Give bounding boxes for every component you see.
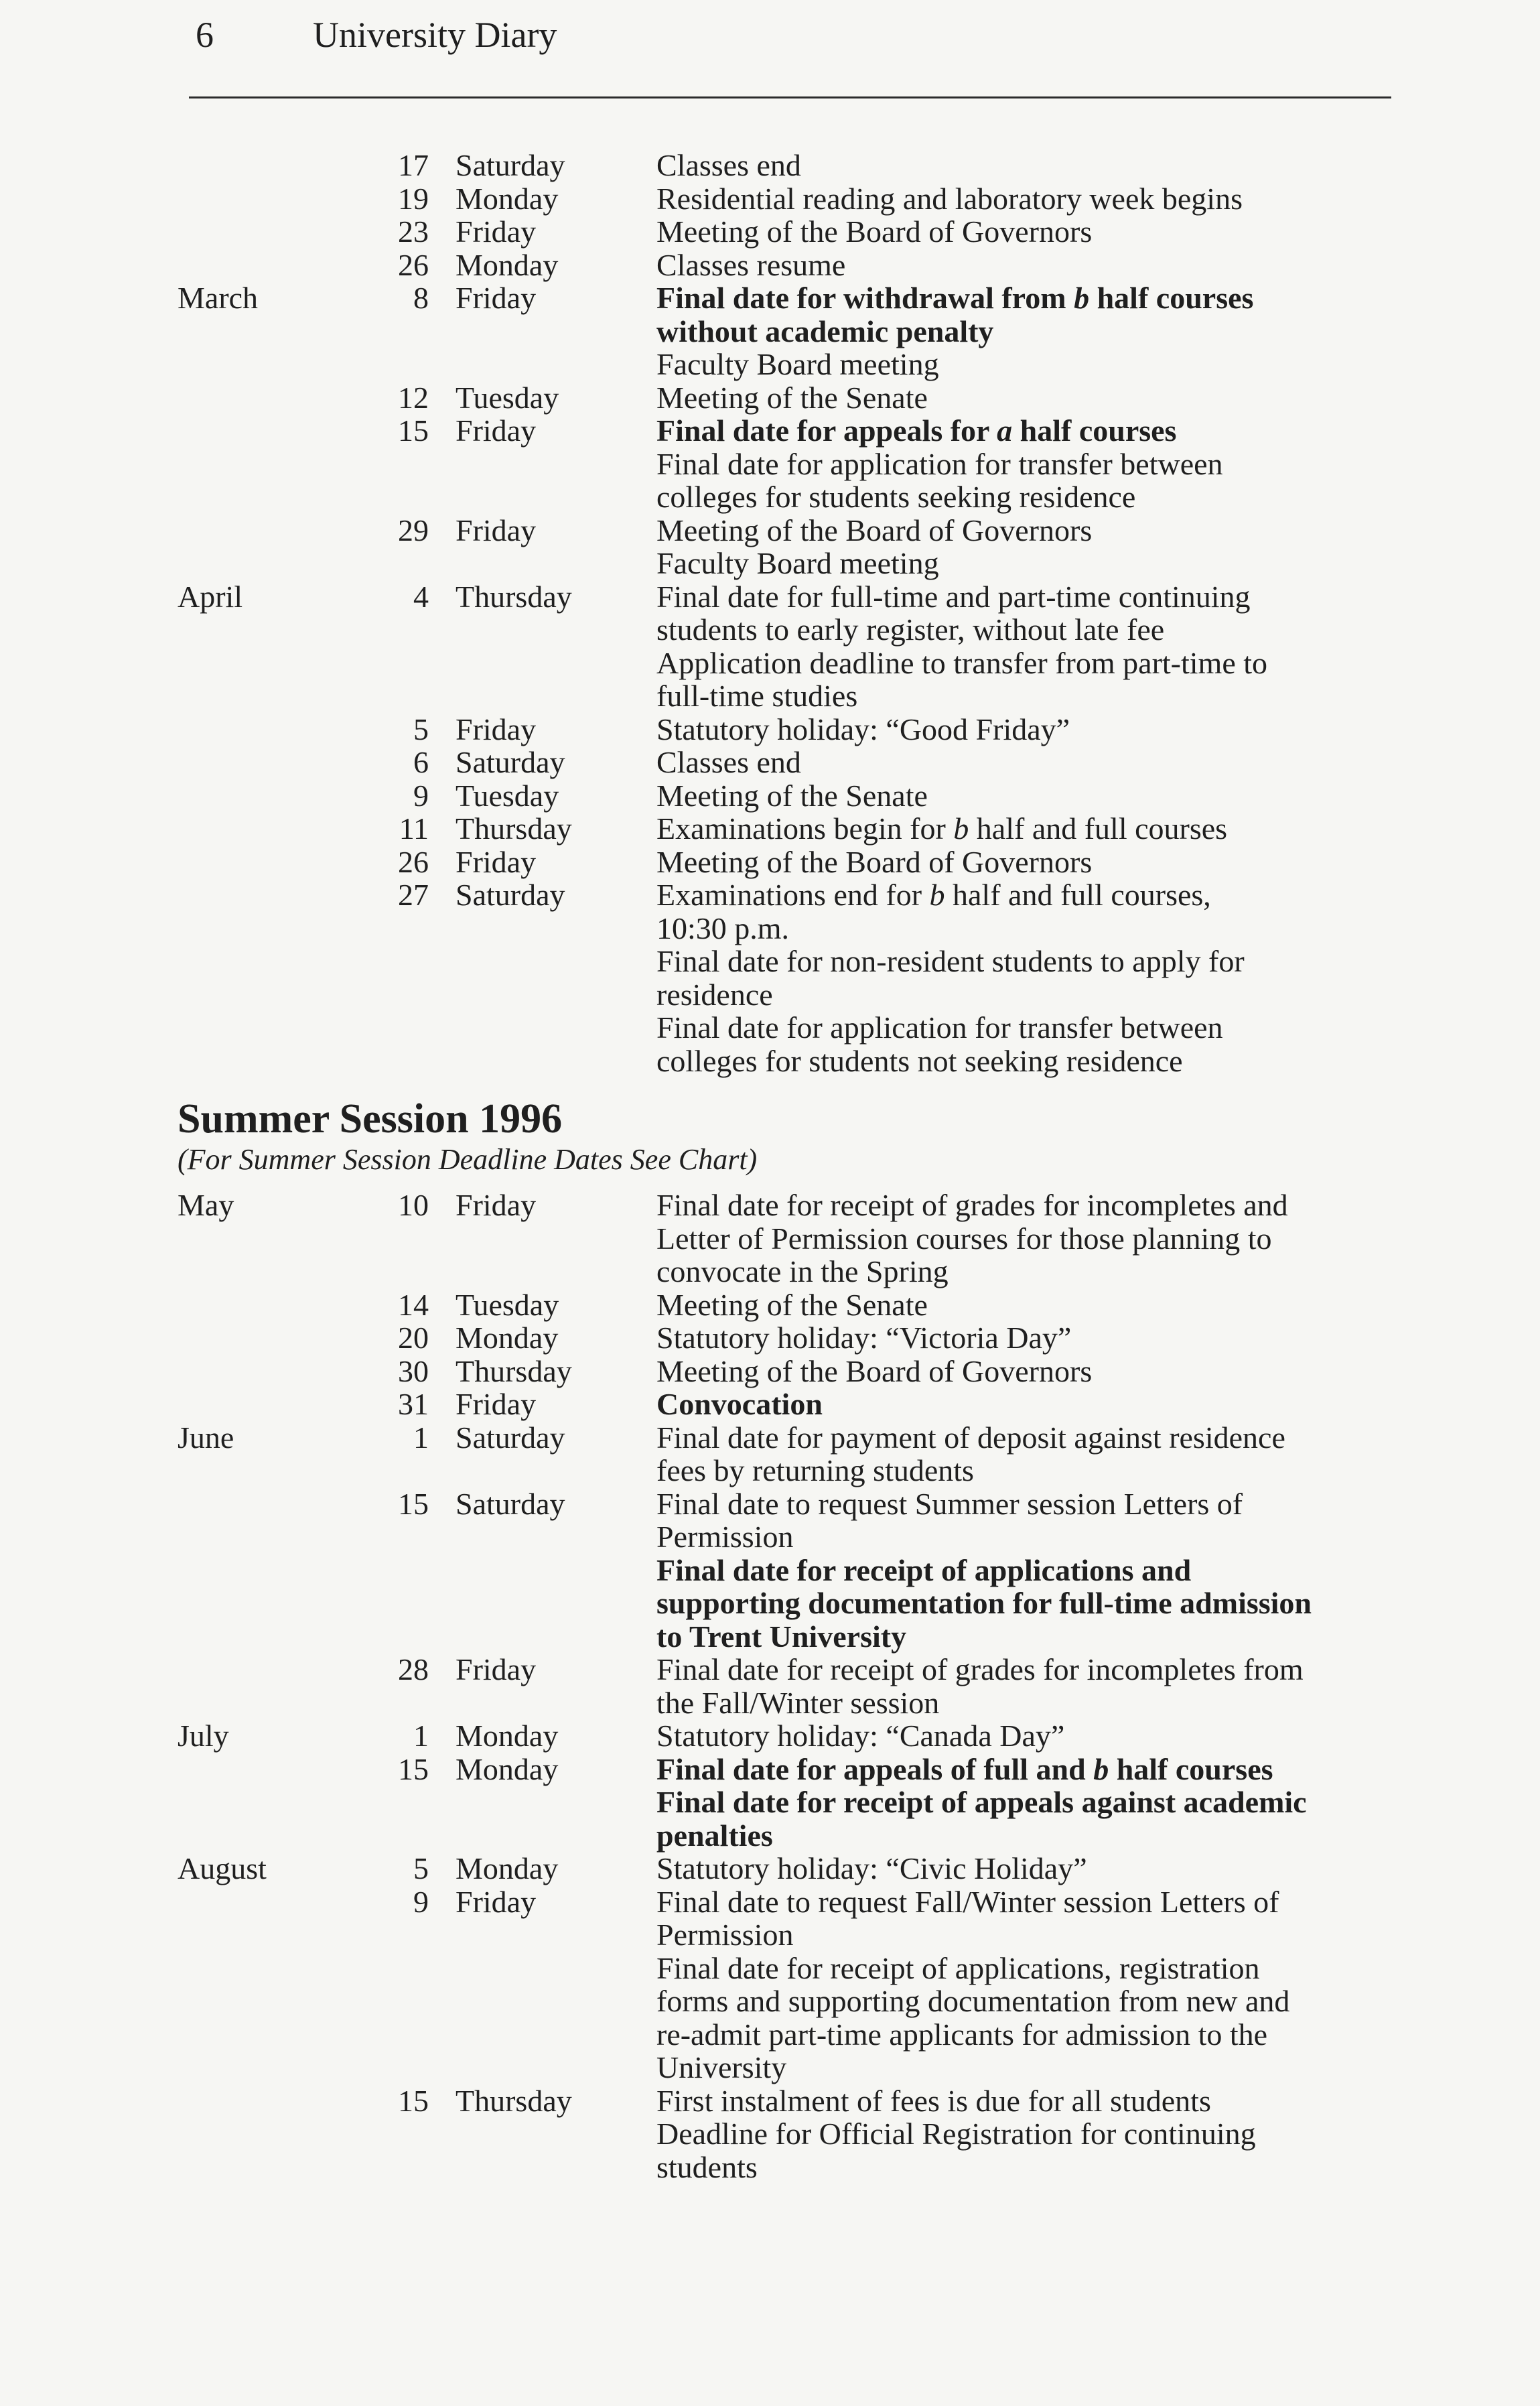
description-line [656,1487,1417,1521]
diary-entry [178,878,1417,1077]
entry-day: 10 [398,1188,429,1222]
text-segment: convocate in the Spring [656,1254,949,1288]
entry-month [178,1653,332,1719]
description-line [656,679,1417,713]
entry-month [178,1355,332,1388]
description-line [656,1255,1417,1288]
text-segment: Meeting of the Senate [656,1287,928,1322]
entry-description [656,1719,1417,1753]
description-line [656,613,1417,647]
entry-description [656,381,1417,415]
entry-description [656,1487,1417,1654]
text-segment: Final date to request Fall/Winter session Letters of [656,1884,1279,1919]
entry-month [178,1753,332,1853]
entry-weekday: Friday [456,513,537,547]
diary-entry [178,1421,1417,1487]
text-segment: Classes end [656,745,801,779]
entry-month [178,1321,332,1355]
text-segment: half and full courses [969,811,1228,846]
entry-weekday: Thursday [456,2083,572,2118]
entry-month [178,414,332,514]
description-line [656,1454,1417,1487]
text-segment: Meeting of the Senate [656,778,928,813]
description-line [656,1321,1417,1355]
text-segment: colleges for students not seeking residence [656,1043,1183,1078]
description-line [656,1952,1417,1985]
entry-month: April [178,579,243,614]
entry-day: 15 [398,2083,429,2118]
entry-day: 15 [398,1486,429,1521]
text-segment: Meeting of the Board of Governors [656,844,1093,879]
description-line [656,2151,1417,2184]
entry-description [656,1753,1417,1853]
entry-month: June [178,1420,234,1455]
description-line [656,1653,1417,1686]
entry-description [656,1388,1417,1421]
section-subtitle: (For Summer Session Deadline Dates See Chart) [178,1143,758,1176]
entry-description [656,1653,1417,1719]
description-line [656,149,1417,182]
entry-day: 14 [398,1287,429,1322]
description-line [656,1918,1417,1952]
text-segment: 10:30 p.m. [656,911,790,945]
entry-weekday: Saturday [456,1486,565,1521]
entry-weekday: Thursday [456,1353,572,1388]
entry-day: 27 [398,878,429,912]
text-segment: Permission [656,1520,794,1554]
entry-month [178,812,332,846]
text-segment: Statutory holiday: “Canada Day” [656,1719,1065,1753]
description-line [656,1520,1417,1554]
description-line [656,2051,1417,2084]
entry-weekday: Friday [456,1884,537,1919]
text-segment: Meeting of the Board of Governors [656,513,1093,547]
description-line [656,2018,1417,2052]
diary-entry [178,580,1417,713]
text-segment: Meeting of the Board of Governors [656,214,1093,249]
diary-entry [178,1753,1417,1853]
entry-month [178,149,332,182]
entry-weekday: Monday [456,1751,559,1786]
diary-entry [178,514,1417,580]
text-segment: a [997,413,1013,448]
text-segment: half courses [1012,413,1177,448]
entry-month [178,1487,332,1654]
text-segment: supporting documentation for full-time admission [656,1586,1312,1620]
entry-month [178,215,332,249]
description-line [656,281,1417,315]
entry-description [656,182,1417,216]
entry-description [656,2084,1417,2184]
page-header [189,8,1395,88]
entry-weekday: Thursday [456,579,572,614]
text-segment: students to early register, without late fee [656,612,1165,647]
entry-month [178,779,332,813]
text-segment: Faculty Board meeting [656,546,939,580]
text-segment: Meeting of the Senate [656,380,928,415]
description-line [656,182,1417,216]
description-line [656,215,1417,249]
summer-schedule [178,1189,1417,2184]
entry-weekday: Tuesday [456,1287,559,1322]
entry-day: 5 [413,712,429,746]
entry-weekday: Monday [456,1321,559,1355]
entry-day: 26 [398,844,429,879]
entry-weekday: Friday [456,214,537,249]
description-line [656,1355,1417,1388]
entry-weekday: Tuesday [456,380,559,415]
entry-description [656,1421,1417,1487]
entry-weekday: Friday [456,1652,537,1686]
entry-weekday: Friday [456,1387,537,1421]
description-line [656,1421,1417,1455]
entry-day: 28 [398,1652,429,1686]
text-segment: Final date for receipt of grades for incompletes and [656,1188,1288,1222]
entry-weekday: Friday [456,413,537,448]
diary-entry [178,846,1417,879]
entry-day: 29 [398,513,429,547]
description-line [656,381,1417,415]
text-segment: Meeting of the Board of Governors [656,1353,1093,1388]
description-line [656,547,1417,580]
entry-description [656,215,1417,249]
diary-entry [178,414,1417,514]
entry-weekday: Friday [456,281,537,315]
entry-description [656,1885,1417,2084]
description-line [656,1719,1417,1753]
entry-day: 1 [413,1719,429,1753]
text-segment: the Fall/Winter session [656,1685,940,1720]
text-segment: Letter of Permission courses for those planning to [656,1221,1272,1256]
description-line [656,2117,1417,2151]
description-line [656,1288,1417,1322]
description-line [656,1786,1417,1819]
entry-weekday: Saturday [456,1420,565,1455]
text-segment: Statutory holiday: “Victoria Day” [656,1321,1072,1355]
entry-month [178,381,332,415]
description-line [656,1852,1417,1885]
description-line [656,1222,1417,1256]
entry-month: July [178,1719,229,1753]
diary-entry [178,381,1417,415]
entry-month: March [178,281,259,315]
entry-day: 12 [398,380,429,415]
entry-day: 20 [398,1321,429,1355]
text-segment: Final date for appeals of full and [656,1751,1094,1786]
text-segment: Permission [656,1918,794,1952]
diary-entry [178,2084,1417,2184]
diary-entry [178,149,1417,182]
diary-entry [178,812,1417,846]
description-line [656,945,1417,978]
text-segment: without academic penalty [656,314,994,348]
entry-weekday: Monday [456,181,559,216]
description-line [656,746,1417,779]
entry-day: 9 [413,778,429,813]
text-segment: Final date for non-resident students to apply for [656,944,1245,978]
diary-entry [178,1487,1417,1654]
entry-month [178,746,332,779]
entry-description [656,1189,1417,1288]
description-line [656,1587,1417,1620]
entry-month [178,249,332,282]
text-segment: Deadline for Official Registration for continuing [656,2117,1256,2151]
diary-entry [178,1852,1417,1885]
entry-month [178,1885,332,2084]
winter-schedule [178,149,1417,1077]
entry-weekday: Monday [456,247,559,282]
diary-entry [178,281,1417,381]
description-line [656,978,1417,1012]
diary-entry [178,249,1417,282]
description-line [656,514,1417,547]
entry-day: 26 [398,247,429,282]
description-line [656,812,1417,846]
description-line [656,1985,1417,2018]
text-segment: Residential reading and laboratory week begins [656,181,1243,216]
entry-day: 6 [413,745,429,779]
entry-weekday: Saturday [456,148,565,182]
text-segment: Classes resume [656,247,846,282]
entry-day: 9 [413,1884,429,1919]
description-line [656,846,1417,879]
entry-weekday: Tuesday [456,778,559,813]
entry-day: 1 [413,1420,429,1455]
entry-month [178,878,332,1077]
description-line [656,315,1417,348]
text-segment: Application deadline to transfer from part-time to [656,645,1268,680]
diary-content [178,149,1417,2184]
entry-day: 15 [398,413,429,448]
entry-description [656,878,1417,1077]
entry-weekday: Friday [456,844,537,879]
description-line [656,1686,1417,1720]
text-segment: Final date for application for transfer between [656,1010,1223,1045]
description-line [656,414,1417,448]
text-segment: Classes end [656,148,801,182]
text-segment: Final date for withdrawal from [656,281,1074,315]
description-line [656,1189,1417,1222]
text-segment: Statutory holiday: “Good Friday” [656,712,1070,746]
diary-entry [178,713,1417,746]
entry-month [178,1288,332,1322]
description-line [656,713,1417,746]
text-segment: Faculty Board meeting [656,347,939,381]
entry-description [656,414,1417,514]
text-segment: First instalment of fees is due for all students [656,2083,1211,2118]
text-segment: b [953,811,969,846]
entry-weekday: Friday [456,712,537,746]
text-segment: half and full courses, [944,878,1211,912]
entry-description [656,1355,1417,1388]
text-segment: Final date for application for transfer between [656,446,1223,481]
text-segment: half courses [1089,281,1254,315]
running-title: University Diary [313,15,557,55]
entry-weekday: Thursday [456,811,572,846]
entry-day: 15 [398,1751,429,1786]
diary-entry [178,1653,1417,1719]
page-number: 6 [196,15,214,55]
text-segment: Final date for receipt of applications and [656,1552,1192,1587]
text-segment: to Trent University [656,1619,907,1654]
description-line [656,1885,1417,1919]
diary-entry [178,746,1417,779]
entry-day: 8 [413,281,429,315]
text-segment: students [656,2149,758,2184]
entry-day: 17 [398,148,429,182]
text-segment: Final date for payment of deposit against residence [656,1420,1285,1455]
diary-entry [178,1321,1417,1355]
text-segment: forms and supporting documentation from new and [656,1984,1290,2018]
description-line [656,1388,1417,1421]
entry-description [656,249,1417,282]
entry-month [178,182,332,216]
header-rule [189,96,1391,98]
entry-month [178,713,332,746]
entry-day: 30 [398,1353,429,1388]
entry-weekday: Saturday [456,878,565,912]
entry-day: 23 [398,214,429,249]
diary-entry [178,1189,1417,1288]
description-line [656,2084,1417,2118]
description-line [656,1819,1417,1853]
text-segment: b [1074,281,1090,315]
text-segment: b [929,878,945,912]
description-line [656,480,1417,514]
diary-entry [178,1885,1417,2084]
entry-day: 19 [398,181,429,216]
description-line [656,878,1417,912]
description-line [656,1045,1417,1078]
description-line [656,1753,1417,1786]
entry-description [656,812,1417,846]
entry-weekday: Monday [456,1719,559,1753]
diary-entry [178,779,1417,813]
entry-description [656,149,1417,182]
description-line [656,448,1417,481]
entry-description [656,846,1417,879]
section-heading: Summer Session 1996 [178,1096,563,1142]
entry-month [178,2084,332,2184]
entry-description [656,779,1417,813]
description-line [656,580,1417,614]
text-segment: Statutory holiday: “Civic Holiday” [656,1851,1087,1885]
diary-entry [178,182,1417,216]
description-line [656,1620,1417,1654]
entry-day: 4 [413,579,429,614]
entry-weekday: Saturday [456,745,565,779]
text-segment: Examinations begin for [656,811,954,846]
description-line [656,647,1417,680]
text-segment: Final date to request Summer session Letters of [656,1486,1243,1521]
text-segment: half courses [1109,1751,1273,1786]
entry-weekday: Monday [456,1851,559,1885]
text-segment: Final date for receipt of appeals against academic [656,1785,1307,1819]
diary-entry [178,215,1417,249]
entry-day: 11 [399,811,429,846]
entry-description [656,1852,1417,1885]
entry-month [178,846,332,879]
description-line [656,1554,1417,1587]
entry-month: August [178,1851,267,1885]
text-segment: residence [656,977,773,1012]
entry-description [656,514,1417,580]
entry-description [656,746,1417,779]
text-segment: full-time studies [656,679,858,713]
entry-day: 31 [398,1387,429,1421]
entry-description [656,580,1417,713]
text-segment: Examinations end for [656,878,930,912]
text-segment: fees by returning students [656,1453,974,1487]
diary-entry [178,1355,1417,1388]
entry-month: May [178,1188,234,1222]
entry-description [656,1288,1417,1322]
entry-month [178,514,332,580]
entry-day: 5 [413,1851,429,1885]
text-segment: b [1093,1751,1109,1786]
entry-description [656,281,1417,381]
description-line [656,249,1417,282]
text-segment: University [656,2050,787,2084]
text-segment: colleges for students seeking residence [656,480,1136,514]
entry-weekday: Friday [456,1188,537,1222]
diary-entry [178,1388,1417,1421]
entry-month [178,1388,332,1421]
diary-entry [178,1288,1417,1322]
description-line [656,912,1417,945]
entry-description [656,713,1417,746]
text-segment: re-admit part-time applicants for admission to the [656,2017,1268,2052]
text-segment: Final date for receipt of applications, registration [656,1950,1260,1985]
text-segment: penalties [656,1818,773,1853]
description-line [656,779,1417,813]
diary-entry [178,1719,1417,1753]
text-segment: Final date for receipt of grades for incompletes from [656,1652,1304,1686]
entry-description [656,1321,1417,1355]
description-line [656,348,1417,381]
text-segment: Convocation [656,1387,823,1421]
text-segment: Final date for full-time and part-time continuing [656,579,1251,614]
description-line [656,1011,1417,1045]
text-segment: Final date for appeals for [656,413,997,448]
